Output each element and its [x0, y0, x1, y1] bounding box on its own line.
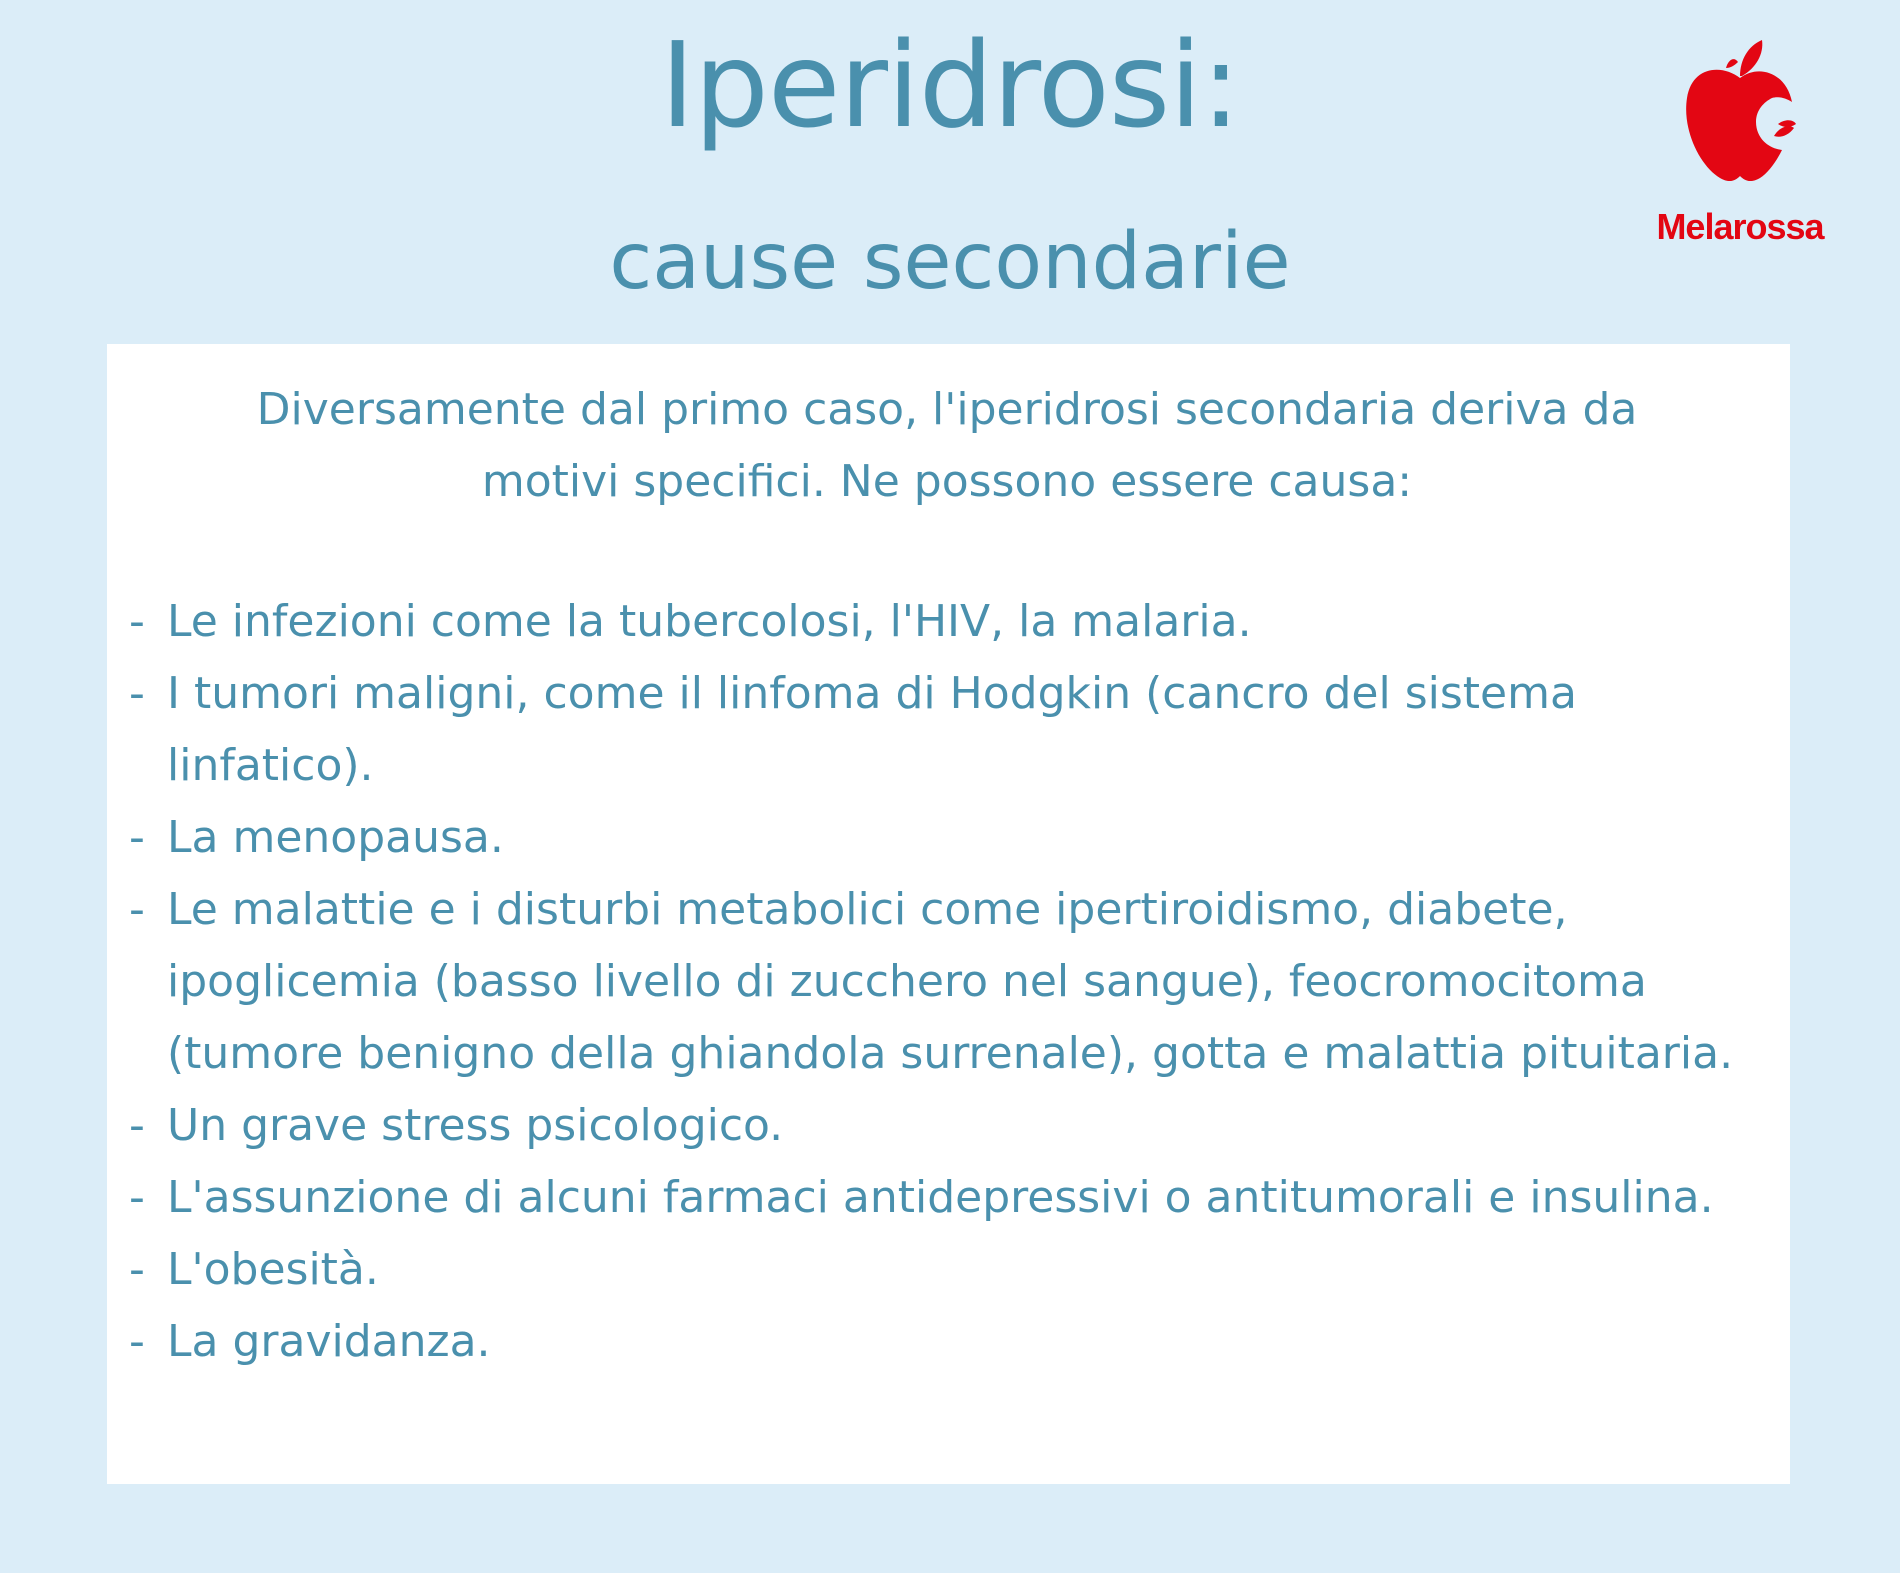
- list-item-text: L'assunzione di alcuni farmaci antidepressivi o antitumorali e insulina.: [167, 1172, 1714, 1223]
- bullet-dash: -: [129, 668, 145, 719]
- list-item-text: L'obesità.: [167, 1244, 379, 1295]
- brand-name: Melarossa: [1656, 206, 1824, 247]
- page-subtitle: cause secondarie: [609, 217, 1291, 307]
- list-item: [129, 1234, 1779, 1306]
- intro-paragraph: Diversamente dal primo caso, l'iperidrosi secondaria deriva da motivi specifici. Ne possono essere causa:: [256, 384, 1638, 507]
- list-item-text: I tumori maligni, come il linfoma di Hodgkin (cancro del sistema linfatico).: [167, 668, 1577, 791]
- list-item: [129, 1090, 1779, 1162]
- bullet-dash: -: [129, 1100, 145, 1151]
- apple-icon: [1682, 38, 1798, 198]
- bullet-dash: -: [129, 1316, 145, 1367]
- list-item: [129, 802, 1779, 874]
- list-item-text: Le malattie e i disturbi metabolici come ipertiroidismo, diabete, ipoglicemia (basso livello di zucchero nel sangue), feocromocitoma (tumore benigno della ghiandola surrenale), gotta e malattia pituitaria.: [167, 884, 1734, 1079]
- list-item-text: La menopausa.: [167, 812, 504, 863]
- list-item: [129, 1306, 1779, 1378]
- list-item: [129, 874, 1779, 1090]
- list-item-text: La gravidanza.: [167, 1316, 491, 1367]
- list-item: [129, 658, 1779, 802]
- bullet-dash: -: [129, 1172, 145, 1223]
- list-item-text: Un grave stress psicologico.: [167, 1100, 784, 1151]
- bullet-dash: -: [129, 812, 145, 863]
- causes-list: [129, 586, 1779, 1378]
- bullet-dash: -: [129, 884, 145, 935]
- bullet-dash: -: [129, 1244, 145, 1295]
- list-item-text: Le infezioni come la tubercolosi, l'HIV, la malaria.: [167, 596, 1252, 647]
- bullet-dash: -: [129, 596, 145, 647]
- content-card: [107, 344, 1790, 1484]
- page-title: Iperidrosi:: [660, 16, 1240, 154]
- list-item: [129, 586, 1779, 658]
- list-item: [129, 1162, 1779, 1234]
- melarossa-logo: [1640, 38, 1840, 248]
